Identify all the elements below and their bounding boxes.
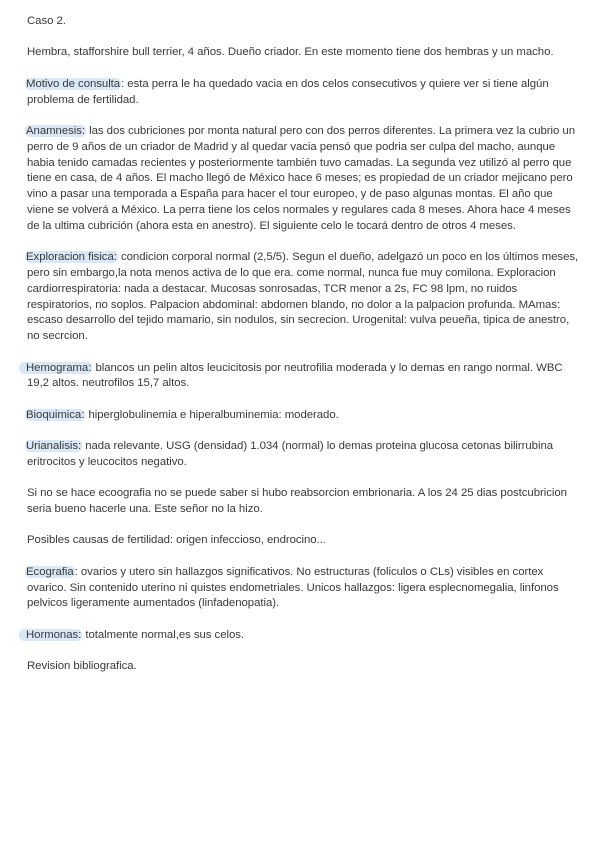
possible-causes: Posibles causas de fertilidad: origen infeccioso, endrocino... [27,534,326,547]
bioquimica-text: hiperglobulinemia e hiperalbuminemia: moderado. [85,408,339,421]
motivo-label: Motivo de consulta [26,77,121,90]
section-motivo [27,77,580,109]
exploracion-text: condicion corporal normal (2,5/5). Segun el dueño, adelgazó un poco en los últimos meses, pero sin embargo,la nota menos activa de lo que era. come normal, nunca fue muy comilona. Exploracion cardiorrespiratoria: nada a destacar. Mucosas sonrosadas, TCR menor a 2s, FC 98 lpm, no ruidos respiratorios, no soplos. Palpacion abdominal: abdomen blando, no dolor a la palpacion profunda. MAmas: escaso desarrollo del tejido mamario, sin nodulos, sin secrecion. Urogenital: vulva peueña, tipica de anestro, no secrcion. [27,251,579,343]
bioquimica-label: Bioquimica: [26,408,85,421]
ecografia-note: Si no se hace ecoografia no se puede saber si hubo reabsorcion embrionaria. A los 24 25 dias postcubricion seria bueno hacerle una. Este señor no la hizo. [27,487,567,516]
section-urianalisis [27,439,580,471]
ecografia-text: : ovarios y utero sin hallazgos significativos. No estructuras (foliculos o CLs) visibles en cortex ovarico. Sin contenido uterino ni quistes endometriales. Unicos hallazgos: ligera esplecnomegalia, linfonos pelvicos ligeramente aumentados (linfadenopatia). [27,565,559,610]
section-ecografia [27,565,580,612]
case-title: Caso 2. [27,15,66,27]
ecografia-label: Ecografia [26,565,74,578]
section-anamnesis [27,124,580,235]
anamnesis-text: las dos cubriciones por monta natural pero con dos perros diferentes. La primera vez la cubrio un perro de 9 años de un criador de Madrid y al quedar vacia pensó que podria ser culpa del macho, aunque habia tenido camadas recientes y posteriormente también tuvo camadas. La segunda vez utilizó al perro que tiene en casa, de 4 años. El macho llegó de México hace 6 meses; es propiedad de un criador mejicano pero vino a pasar una temporada a España para hacer el tour europeo, y de paso algunas montas. El año que viene se volverá a México. La perra tiene los celos normales y regulares cada 8 meses. Ahora hace 4 meses de la ultima cubrición (ahora esta en anestro). El siguiente celo le tocará dentro de otros 4 meses. [27,124,575,232]
urianalisis-label: Urianalisis: [26,440,82,453]
anamnesis-label: Anamnesis: [26,124,86,137]
motivo-text: : esta perra le ha quedado vacia en dos celos consecutivos y quiere ver si tiene algún problema de fertilidad. [27,77,549,106]
section-hormonas [27,628,580,644]
patient-intro: Hembra, stafforshire bull terrier, 4 años. Dueño criador. En este momento tiene dos hembras y un macho. [27,46,554,59]
hemograma-label: Hemograma: [19,362,92,374]
section-bioquimica [27,408,580,424]
bibliographic-review: Revision bibliografica. [27,660,137,673]
section-hemograma [27,361,580,393]
section-exploracion [27,250,580,345]
urianalisis-text: nada relevante. USG (densidad) 1.034 (normal) lo demas proteina glucosa cetonas bilirrubina eritrocitos y leucocitos negativo. [27,440,554,468]
hormonas-text: totalmente normal,es sus celos. [82,628,245,641]
hormonas-label: Hormonas: [19,629,82,641]
exploracion-label: Exploracion fisica: [26,251,117,264]
hemograma-text: blancos un pelin altos leucicitosis por neutrofilia moderada y lo demas en rango normal. WBC 19,2 altos. neutrofilos 15,7 altos. [27,361,563,390]
